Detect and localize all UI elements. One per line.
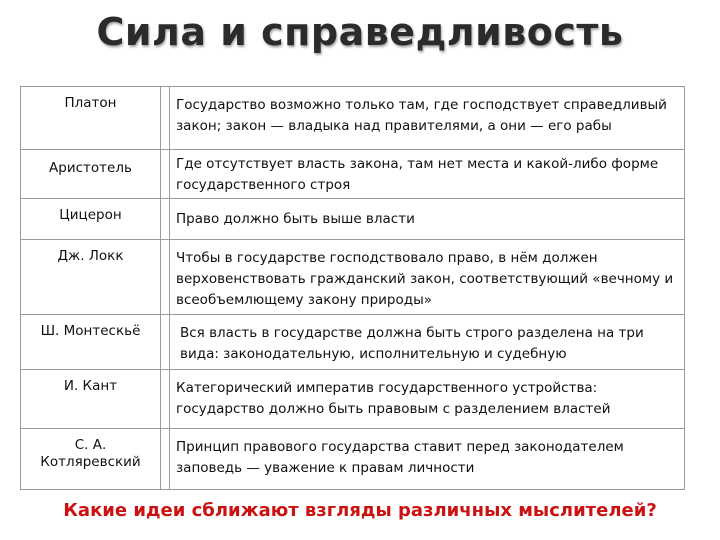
table-row [20, 150, 685, 199]
thinker-idea: Право должно быть выше власти [169, 199, 685, 239]
page-title: Сила и справедливость [96, 10, 624, 54]
thinker-idea: Принцип правового государства ставит перед законодателем заповедь — уважение к правам личности [169, 429, 685, 489]
thinker-name: Платон [20, 87, 161, 149]
thinker-name: Аристотель [20, 150, 161, 198]
thinker-name: С. А. Котляревский [20, 429, 161, 489]
table-row [20, 370, 685, 429]
thinkers-table [20, 86, 685, 490]
table-row [20, 315, 685, 370]
thinker-idea: Чтобы в государстве господствовало право, в нём должен верховенствовать гражданский закон, соответствующий «вечному и всеобъемлющему закону природы» [169, 240, 685, 314]
thinker-name: Дж. Локк [20, 240, 161, 314]
table-row [20, 240, 685, 315]
table-row [20, 429, 685, 490]
thinker-idea: Государство возможно только там, где господствует справедливый закон; закон — владыка над правителями, а они — его рабы [169, 87, 685, 149]
thinker-name: Цицерон [20, 199, 161, 239]
thinker-idea: Категорический императив государственного устройства: государство должно быть правовым с разделением властей [169, 370, 685, 428]
thinker-name: Ш. Монтескьё [20, 315, 161, 369]
table-row [20, 199, 685, 240]
discussion-question: Какие идеи сближают взгляды различных мыслителей? [63, 500, 657, 521]
thinker-idea: Вся власть в государстве должна быть строго разделена на три вида: законодательную, исполнительную и судебную [169, 315, 685, 369]
table-row [20, 87, 685, 150]
thinker-idea: Где отсутствует власть закона, там нет места и какой-либо форме государственного строя [169, 150, 685, 198]
thinker-name: И. Кант [20, 370, 161, 428]
